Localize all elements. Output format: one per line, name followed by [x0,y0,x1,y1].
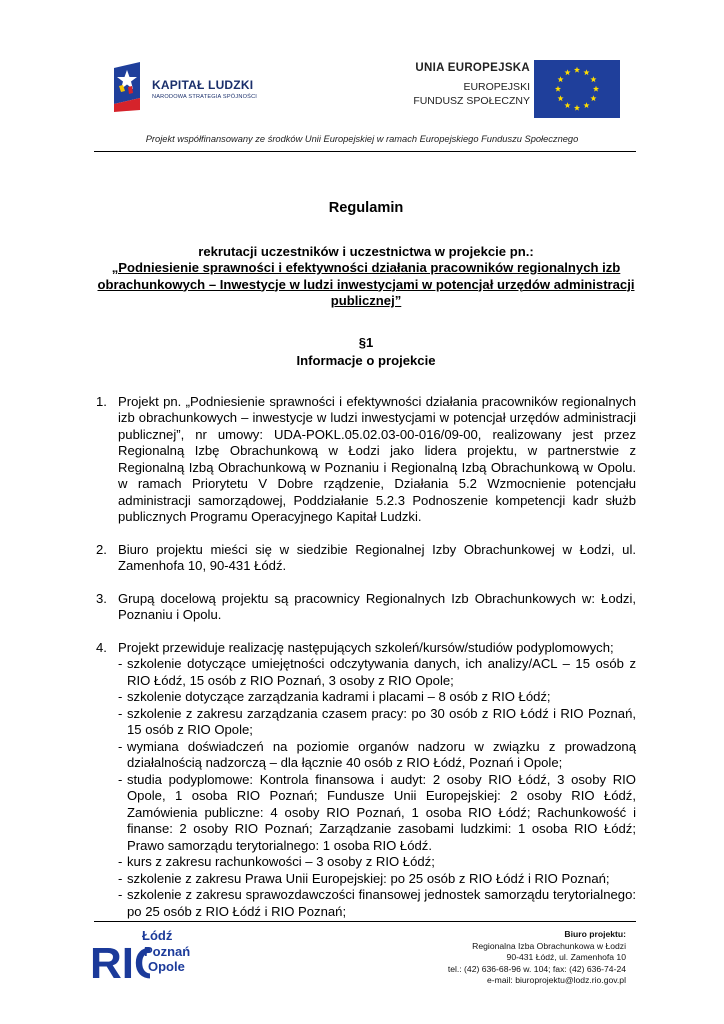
sub-list-item: - studia podyplomowe: Kontrola finansowa i audyt: 2 osoby RIO Łódź, 3 osoby RIO Opole, 1 osoba RIO Poznań; Fundusze Unii Europejskiej: 2 osoby RIO Łódź, Zamówienia publiczne: 4 osoby RIO Poznań, 1 osoba RIO Łódź; Rachunkowość i finanse: 2 osoby RIO Poznań; Zarządzanie zasobami ludzkimi: 1 osoba RIO Łódź; Prawo samorządu terytorialnego: 1 osoba RIO Łódź. [118,771,636,853]
rio-logo-mark-icon [90,926,150,982]
office-line-2: 90-431 Łódź, ul. Zamenhofa 10 [506,952,626,963]
list-item-text: Projekt przewiduje realizację następujących szkoleń/kursów/studiów podyplomowych; [118,639,614,655]
rio-city-poznan: Poznań [144,943,191,959]
list-item-text: Biuro projektu mieści się w siedzibie Regionalnej Izby Obrachunkowej w Łodzi, ul. Zamenhofa 10, 90-431 Łódź. [118,541,636,573]
ue-line-2: EUROPEJSKI [463,81,530,93]
sub-list-item: - szkolenie z zakresu sprawozdawczości finansowej jednostek samorządu terytorialnego: po 25 osób z RIO Łódź i RIO Poznań; [118,887,636,919]
rio-logo [90,926,210,982]
document-subtitle-2 [96,260,636,310]
eu-flag-icon [534,60,620,118]
document-body [96,200,636,920]
section-heading [96,334,636,370]
office-label: Biuro projektu: [564,929,626,939]
office-email: e-mail: biuroprojektu@lodz.rio.gov.pl [487,975,626,986]
sub-list-item: - kurs z zakresu rachunkowości – 3 osoby z RIO Łódź; [118,854,435,869]
office-line-1: Regionalna Izba Obrachunkowa w Łodzi [472,940,626,951]
kapital-ludzki-flag-icon [110,60,146,112]
list-item-number: 3. [96,590,107,606]
eu-logo [405,60,620,120]
document-subtitle-2-text: „Podniesienie sprawności i efektywności działania pracowników regionalnych izb obrachunkowych – Inwestycje w ludzi inwestycjami w potencjał urzędów administracji publicznej” [97,260,635,308]
section-title: Informacje o projekcie [296,352,436,368]
rio-cities [142,928,190,975]
footer-divider [94,921,636,922]
header-divider [94,151,636,152]
sub-list-item: - szkolenie dotyczące umiejętności odczytywania danych, ich analizy/ACL – 15 osób z RIO Łódź, 15 osób z RIO Poznań, 3 osoby z RIO Opole; [118,656,636,688]
document-subtitle-1: rekrutacji uczestników i uczestnictwa w projekcie pn.: [198,243,534,259]
kl-title: KAPITAŁ LUDZKI [152,78,254,92]
section-number: §1 [358,334,374,350]
ue-line-1: UNIA EUROPEJSKA [415,62,530,74]
list-item-number: 2. [96,541,107,557]
list-item [96,542,636,575]
list-item [96,394,636,526]
kapital-ludzki-logo [110,60,270,112]
office-contact [448,929,626,987]
sub-list-item: - szkolenie dotyczące zarządzania kadrami i placami – 8 osób z RIO Łódź; [118,689,551,704]
kl-subtitle: NARODOWA STRATEGIA SPÓJNOŚCI [152,94,258,100]
sub-list [118,656,636,920]
sub-list-item: - szkolenie z zakresu Prawa Unii Europejskiej: po 25 osób z RIO Łódź i RIO Poznań; [118,870,610,886]
rio-city-opole: Opole [148,959,185,974]
cofinancing-note: Projekt współfinansowany ze środków Unii Europejskiej w ramach Europejskiego Funduszu Społecznego [145,134,579,144]
document-title: Regulamin [328,200,404,216]
list-item [96,640,636,921]
office-line-3: tel.: (42) 636-68-96 w. 104; fax: (42) 636-74-24 [447,963,626,974]
list-item-text: Projekt pn. „Podniesienie sprawności i efektywności działania pracowników regionalnych izb obrachunkowych – inwestycje w ludzi inwestycjami w potencjał urzędów administracji publicznej”, nr umowy: UDA-POKL.05.02.03-00-016/09-00, realizowany jest przez Regionalną Izbę Obrachunkową w Łodzi jako lidera projektu, w partnerstwie z Regionalną Izbą Obrachunkową w Poznaniu i Regionalną Izbą Obrachunkową w Opolu. w ramach Priorytetu V Dobre rządzenie, Działania 5.2 Wzmocnienie potencjału administracji samorządowej, Poddziałanie 5.2.3 Podnoszenie kompetencji kadr służb publicznych Programu Operacyjnego Kapitał Ludzki. [118,393,636,524]
list-item-number: 1. [96,393,107,409]
rio-logo-letters: RI [90,939,134,982]
ue-line-3: FUNDUSZ SPOŁECZNY [413,95,530,107]
list-item-text: Grupą docelową projektu są pracownicy Regionalnych Izb Obrachunkowych w: Łodzi, Poznaniu i Opolu. [118,590,636,622]
list-item [96,591,636,624]
list-item-number: 4. [96,639,107,655]
rio-city-lodz: Łódź [142,928,173,943]
sub-list-item: - szkolenie z zakresu zarządzania czasem pracy: po 30 osób z RIO Łódź i RIO Poznań, 15 osób z RIO Opole; [118,705,636,737]
sub-list-item: - wymiana doświadczeń na poziomie organów nadzoru w związku z prowadzoną działalnością nadzorczą – dla łącznie 40 osób z RIO Łódź, Poznań i Opole; [118,738,636,770]
